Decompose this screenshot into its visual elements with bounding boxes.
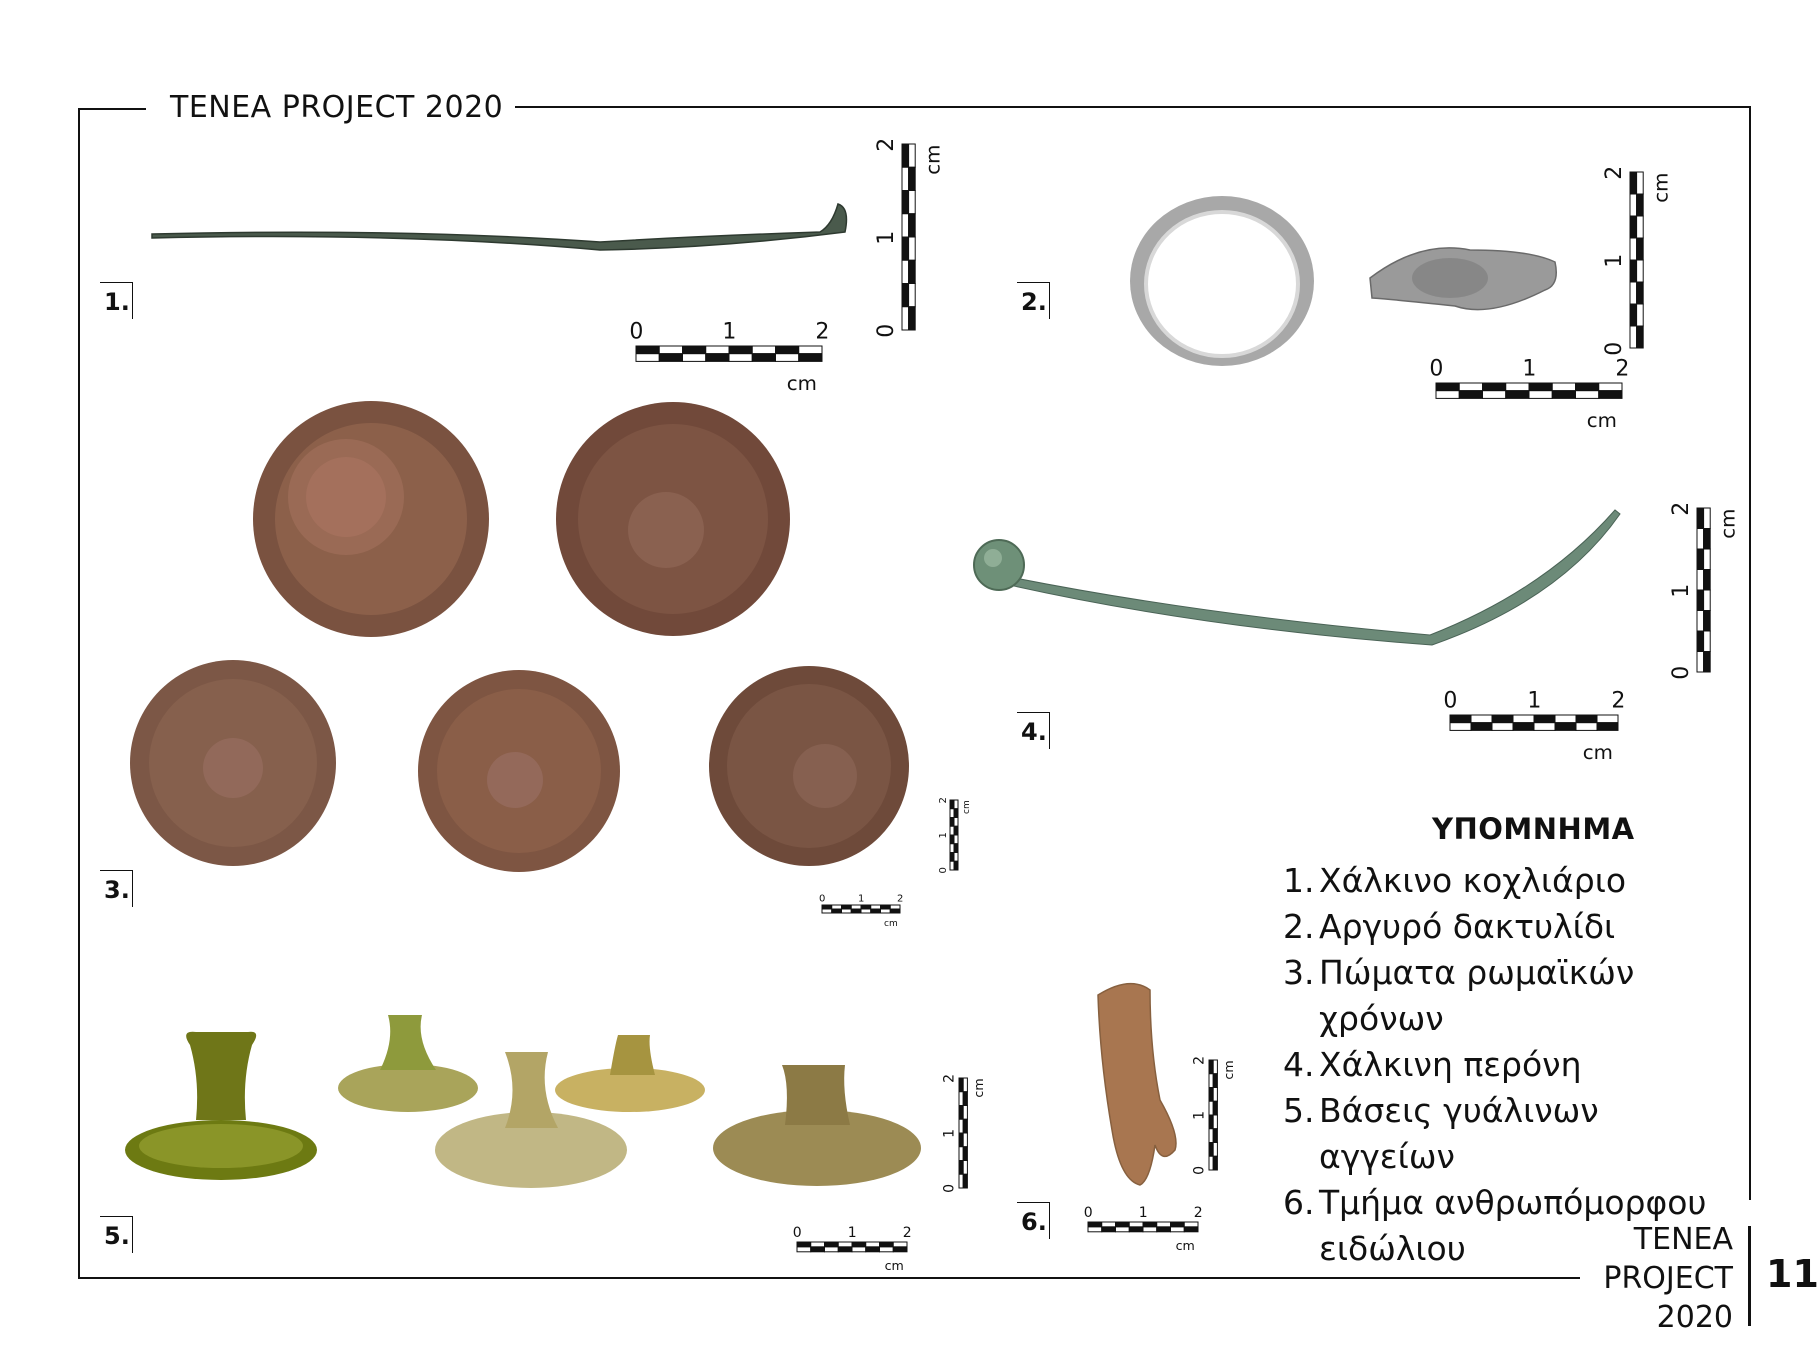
scale-tick-label: 1 [1527, 688, 1542, 714]
scale-segment [1630, 282, 1637, 304]
scale-segment [1213, 1088, 1217, 1102]
scale-segment [822, 905, 832, 909]
scale-segment [1576, 715, 1597, 723]
scale-segment [842, 909, 852, 913]
scale-segment [950, 809, 954, 818]
scale-segment [963, 1161, 967, 1175]
scale-tick-label: 2 [1602, 165, 1628, 180]
scale-segment [797, 1247, 811, 1252]
scale-tick-label: 1 [1522, 356, 1537, 382]
scale-segment [902, 260, 909, 283]
scale-segment [963, 1078, 967, 1092]
scale-segment [1704, 529, 1711, 550]
scale-tick-label: 0 [629, 319, 644, 345]
scale-segment [866, 1242, 880, 1247]
scale-segment [963, 1092, 967, 1106]
scale-segment [832, 909, 842, 913]
scale-segment [880, 1242, 894, 1247]
scale-tick-label: 0 [1669, 665, 1695, 680]
scale-segment [1483, 391, 1506, 399]
scale-tick-label: 0 [1083, 1205, 1093, 1222]
scale-segment [1630, 194, 1637, 216]
scale-segment [902, 167, 909, 190]
scale-segment [1697, 611, 1704, 632]
scale-segment [1697, 652, 1704, 673]
scale-segment [1529, 383, 1552, 391]
scale-segment [1213, 1060, 1217, 1074]
scale-segment [871, 905, 881, 909]
scale-unit-label: cm [970, 1078, 986, 1098]
scale-segment [959, 1174, 963, 1188]
scale-segment [959, 1092, 963, 1106]
scale-segment [1088, 1227, 1102, 1232]
scale-segment [1637, 326, 1644, 348]
scale-segment [842, 905, 852, 909]
scale-unit-label: cm [1175, 1238, 1195, 1253]
scale-segment [1213, 1143, 1217, 1157]
scale-segment [1630, 304, 1637, 326]
scale-bar-horizontal-1 [630, 310, 830, 390]
scale-segment [1209, 1101, 1213, 1115]
scale-segment [909, 260, 916, 283]
scale-segment [1637, 304, 1644, 326]
scale-segment [909, 307, 916, 330]
bronze-pin-icon [974, 510, 1620, 645]
scale-tick-label: 0 [1191, 1165, 1208, 1175]
scale-segment [950, 800, 954, 809]
scale-segment [893, 1247, 907, 1252]
scale-segment [1102, 1227, 1116, 1232]
anthropomorphic-figurine-fragment-icon [1098, 984, 1176, 1185]
scale-segment [1704, 631, 1711, 652]
scale-tick-label: 0 [1429, 356, 1444, 382]
scale-segment [1599, 391, 1622, 399]
scale-segment [1637, 238, 1644, 260]
glass-vessel-bases-icon [125, 1015, 921, 1188]
scale-segment [1597, 715, 1618, 723]
legend-item: 2. Αργυρό δακτυλίδι [1283, 907, 1616, 946]
scale-segment [963, 1147, 967, 1161]
scale-segment [1697, 590, 1704, 611]
scale-segment [852, 1247, 866, 1252]
scale-segment [1209, 1129, 1213, 1143]
scale-segment [1213, 1115, 1217, 1129]
scale-segment [954, 826, 958, 835]
scale-tick-label: 1 [874, 230, 900, 245]
scale-segment [959, 1161, 963, 1175]
scale-segment [1576, 383, 1599, 391]
scale-segment [1213, 1156, 1217, 1170]
scale-segment [1506, 383, 1529, 391]
scale-unit-label: cm [1220, 1060, 1236, 1080]
scale-segment [890, 905, 900, 909]
scale-segment [881, 905, 891, 909]
legend-item: 4. Χάλκινη περόνη [1283, 1045, 1582, 1084]
scale-unit-label: cm [884, 1258, 904, 1273]
scale-segment [825, 1247, 839, 1252]
scale-segment [890, 909, 900, 913]
scale-segment [1102, 1222, 1116, 1227]
scale-segment [861, 905, 871, 909]
scale-segment [893, 1242, 907, 1247]
scale-segment [1630, 326, 1637, 348]
frame-top-right [504, 106, 1750, 108]
scale-tick-label: 0 [874, 323, 900, 338]
scale-tick-label: 0 [938, 867, 949, 874]
scale-unit-label: cm [1716, 508, 1740, 539]
scale-segment [950, 861, 954, 870]
scale-segment [1704, 590, 1711, 611]
scale-segment [1088, 1222, 1102, 1227]
scale-segment [909, 237, 916, 260]
scale-segment [959, 1133, 963, 1147]
scale-segment [909, 214, 916, 237]
scale-tick-label: 0 [819, 893, 826, 905]
scale-segment [909, 144, 916, 167]
legend-item: 3. Πώματα ρωμαϊκών χρόνων [1283, 953, 1635, 1038]
legend-list [1283, 858, 1743, 1272]
scale-segment [881, 909, 891, 913]
scale-tick-label: 1 [847, 1225, 857, 1242]
scale-tick-label: 1 [1191, 1110, 1208, 1120]
scale-segment [909, 284, 916, 307]
scale-unit-label: cm [884, 919, 898, 929]
scale-segment [1552, 391, 1575, 399]
scale-tick-label: 0 [941, 1183, 958, 1193]
page-number: 11 [1766, 1252, 1819, 1296]
scale-segment [902, 214, 909, 237]
scale-segment [950, 835, 954, 844]
scale-segment [1534, 715, 1555, 723]
scale-segment [959, 1078, 963, 1092]
scale-tick-label: 1 [1602, 253, 1628, 268]
frame-left [78, 108, 80, 1278]
scale-tick-label: 1 [858, 893, 865, 905]
scale-segment [1576, 723, 1597, 731]
scale-segment [851, 905, 861, 909]
scale-segment [838, 1242, 852, 1247]
scale-tick-label: 1 [1669, 583, 1695, 598]
scale-unit-label: cm [1582, 741, 1613, 764]
scale-segment [1697, 570, 1704, 591]
scale-segment [963, 1119, 967, 1133]
scale-segment [811, 1247, 825, 1252]
silver-ring-icon [1130, 196, 1556, 366]
legend-item: 6. Τμήμα ανθρωπόμορφου ειδώλιου [1283, 1183, 1707, 1268]
scale-segment [1450, 723, 1471, 731]
scale-segment [954, 800, 958, 809]
scale-tick-label: 1 [722, 319, 737, 345]
scale-segment [1213, 1101, 1217, 1115]
scale-segment [954, 844, 958, 853]
scale-segment [1213, 1074, 1217, 1088]
legend-item: 5. Βάσεις γυάλινων αγγείων [1283, 1091, 1599, 1176]
scale-unit-label: cm [921, 144, 945, 175]
scale-segment [1213, 1129, 1217, 1143]
scale-segment [959, 1119, 963, 1133]
scale-segment [1471, 715, 1492, 723]
frame-right [1749, 106, 1751, 1200]
scale-segment [1637, 194, 1644, 216]
scale-segment [954, 835, 958, 844]
scale-segment [1184, 1227, 1198, 1232]
scale-segment [1436, 391, 1459, 399]
scale-segment [950, 853, 954, 862]
scale-segment [1471, 723, 1492, 731]
scale-segment [1492, 715, 1513, 723]
scale-tick-label: 1 [1138, 1205, 1148, 1222]
scale-segment [1436, 383, 1459, 391]
scale-segment [1630, 172, 1637, 194]
scale-segment [1184, 1222, 1198, 1227]
scale-segment [1209, 1088, 1213, 1102]
scale-segment [950, 826, 954, 835]
scale-segment [1637, 216, 1644, 238]
scale-tick-label: 2 [938, 797, 949, 804]
scale-tick-label: 2 [815, 319, 830, 345]
scale-tick-label: 1 [941, 1128, 958, 1138]
scale-segment [1630, 260, 1637, 282]
scale-segment [954, 861, 958, 870]
scale-segment [902, 144, 909, 167]
scale-segment [959, 1106, 963, 1120]
scale-tick-label: 2 [1611, 688, 1626, 714]
scale-segment [822, 909, 832, 913]
scale-tick-label: 2 [941, 1073, 958, 1083]
scale-segment [1704, 508, 1711, 529]
footer-project: TENEA PROJECT 2020 [1603, 1222, 1733, 1335]
scale-segment [954, 809, 958, 818]
scale-segment [880, 1247, 894, 1252]
scale-segment [1157, 1227, 1171, 1232]
scale-segment [1209, 1074, 1213, 1088]
scale-tick-label: 2 [1193, 1205, 1203, 1222]
scale-segment [1697, 549, 1704, 570]
scale-segment [1555, 715, 1576, 723]
scale-tick-label: 2 [1669, 501, 1695, 516]
scale-segment [1630, 216, 1637, 238]
scale-segment [1143, 1227, 1157, 1232]
scale-segment [1704, 611, 1711, 632]
frame-bottom [78, 1277, 1580, 1279]
scale-segment [954, 818, 958, 827]
scale-segment [954, 853, 958, 862]
scale-segment [1637, 172, 1644, 194]
scale-segment [1534, 723, 1555, 731]
frame-top-left [78, 108, 146, 110]
scale-segment [1697, 508, 1704, 529]
scale-tick-label: 0 [792, 1225, 802, 1242]
scale-segment [959, 1147, 963, 1161]
scale-segment [1171, 1227, 1185, 1232]
legend-title: ΥΠΟΜΝΗΜΑ [1432, 812, 1635, 846]
scale-segment [838, 1247, 852, 1252]
scale-segment [1697, 529, 1704, 550]
scale-segment [866, 1247, 880, 1252]
scale-segment [1637, 260, 1644, 282]
scale-segment [1459, 383, 1482, 391]
scale-segment [963, 1106, 967, 1120]
scale-segment [909, 167, 916, 190]
scale-segment [851, 909, 861, 913]
legend-item: 1. Χάλκινο κοχλιάριο [1283, 861, 1627, 900]
scale-segment [1529, 391, 1552, 399]
scale-segment [1129, 1227, 1143, 1232]
scale-segment [1513, 723, 1534, 731]
scale-segment [1450, 715, 1471, 723]
scale-segment [1506, 391, 1529, 399]
scale-segment [1637, 282, 1644, 304]
scale-segment [902, 284, 909, 307]
scale-unit-label: cm [962, 800, 972, 814]
scale-segment [825, 1242, 839, 1247]
scale-segment [1599, 383, 1622, 391]
scale-segment [1483, 383, 1506, 391]
scale-segment [1697, 631, 1704, 652]
scale-segment [1704, 570, 1711, 591]
scale-tick-label: 1 [938, 832, 949, 839]
scale-unit-label: cm [786, 372, 817, 395]
scale-segment [811, 1242, 825, 1247]
scale-segment [902, 191, 909, 214]
scale-segment [1576, 391, 1599, 399]
scale-tick-label: 2 [874, 137, 900, 152]
scale-segment [950, 818, 954, 827]
scale-segment [1209, 1156, 1213, 1170]
scale-segment [1552, 383, 1575, 391]
scale-segment [852, 1242, 866, 1247]
roman-lids-icon [130, 401, 909, 872]
scale-segment [1704, 549, 1711, 570]
scale-segment [871, 909, 881, 913]
scale-segment [963, 1174, 967, 1188]
scale-tick-label: 0 [1443, 688, 1458, 714]
scale-segment [861, 909, 871, 913]
scale-tick-label: 2 [1191, 1055, 1208, 1065]
scale-segment [950, 844, 954, 853]
scale-segment [1209, 1143, 1213, 1157]
scale-tick-label: 2 [1615, 356, 1630, 382]
scale-segment [1555, 723, 1576, 731]
scale-segment [797, 1242, 811, 1247]
scale-unit-label: cm [1649, 172, 1673, 203]
scale-segment [1116, 1222, 1130, 1227]
scale-segment [902, 237, 909, 260]
scale-segment [1116, 1227, 1130, 1232]
scale-segment [832, 905, 842, 909]
scale-segment [1492, 723, 1513, 731]
scale-segment [909, 191, 916, 214]
scale-segment [902, 307, 909, 330]
scale-unit-label: cm [1586, 409, 1617, 432]
scale-segment [1630, 238, 1637, 260]
scale-segment [963, 1133, 967, 1147]
scale-tick-label: 2 [902, 1225, 912, 1242]
scale-segment [1459, 391, 1482, 399]
scale-tick-label: 0 [1602, 341, 1628, 356]
scale-segment [1597, 723, 1618, 731]
scale-segment [1143, 1222, 1157, 1227]
scale-segment [1171, 1222, 1185, 1227]
scale-segment [1209, 1060, 1213, 1074]
scale-segment [1513, 715, 1534, 723]
footer-divider [1748, 1226, 1751, 1326]
scale-segment [1129, 1222, 1143, 1227]
scale-segment [1704, 652, 1711, 673]
page-header-title: TENEA PROJECT 2020 [158, 90, 515, 125]
scale-segment [1157, 1222, 1171, 1227]
scale-segment [1209, 1115, 1213, 1129]
scale-tick-label: 2 [897, 893, 904, 905]
